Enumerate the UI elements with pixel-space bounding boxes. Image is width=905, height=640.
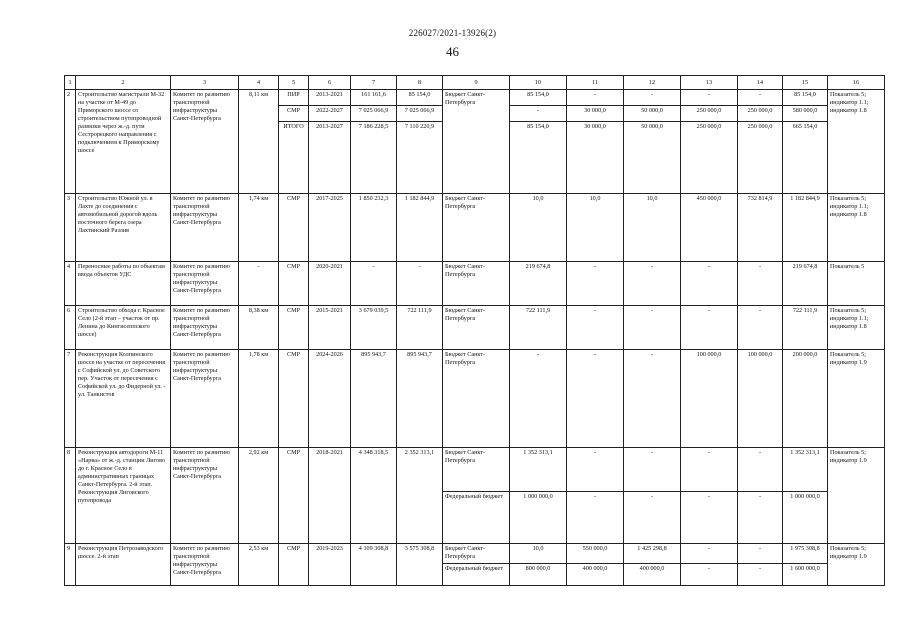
value-cell: 400 000,0 [624,564,681,586]
table-row [65,306,885,350]
value-cell: - [624,492,681,544]
value-cell: 219 674,8 [510,262,567,306]
value-cell: - [681,448,738,492]
length: 1,74 км [239,194,279,262]
value-cell: 30 000,0 [567,106,624,122]
indicator: Показатель 5; индикатор 1.9 [828,544,885,586]
period: 2018-2021 [309,448,351,544]
column-header: 12 [624,76,681,90]
column-header: 13 [681,76,738,90]
column-header: 15 [783,76,828,90]
value-cell: 100 000,0 [738,350,783,448]
value-cell: - [624,262,681,306]
total-cost: 895 943,7 [351,350,397,448]
value-cell: 100 000,0 [681,350,738,448]
value-cell: 10,0 [510,544,567,564]
column-header: 1 [65,76,76,90]
stage: СМР [279,306,309,350]
value-cell: - [624,90,681,106]
object-name: Переносные работы по объектам ввода объектов УДС [76,262,171,306]
value-cell: 1 000 000,0 [783,492,828,544]
column-header: 6 [309,76,351,90]
value-cell: 1 352 313,1 [783,448,828,492]
value-cell: 250 000,0 [681,122,738,194]
value-cell: 1 352 313,1 [510,448,567,492]
value-cell: 1 182 844,9 [783,194,828,262]
column-header: 2 [76,76,171,90]
page-number: 46 [446,44,459,59]
stage: СМР [279,262,309,306]
value-cell: 50 000,0 [624,106,681,122]
value-cell: 50 000,0 [624,122,681,194]
row-number: 6 [65,306,76,350]
stage: СМР [279,194,309,262]
column-header: 5 [279,76,309,90]
indicator: Показатель 5; индикатор 1.9 [828,448,885,544]
remaining-cost: 1 182 844,9 [397,194,443,262]
value-cell: - [567,262,624,306]
value-cell: - [738,544,783,564]
period: 2013-2021 [309,90,351,106]
funding-source: Федеральный бюджет [443,564,510,586]
value-cell: - [567,448,624,492]
indicator: Показатель 5; индикатор 1.1; индикатор 1.8 [828,194,885,262]
row-number: 4 [65,262,76,306]
value-cell: 85 154,0 [510,122,567,194]
value-cell: - [681,90,738,106]
value-cell: 722 111,9 [510,306,567,350]
period: 2015-2021 [309,306,351,350]
value-cell: - [624,350,681,448]
committee: Комитет по развитию транспортной инфраструктуры Санкт-Петербурга [171,262,239,306]
table-row [65,544,885,564]
value-cell: 1 000 000,0 [510,492,567,544]
value-cell: 1 975 308,8 [783,544,828,564]
value-cell: 10,0 [510,194,567,262]
value-cell: 400 000,0 [567,564,624,586]
remaining-cost: 7 110 220,9 [397,122,443,194]
length: 8,11 км [239,90,279,194]
indicator: Показатель 5; индикатор 1.1; индикатор 1.8 [828,306,885,350]
value-cell: - [567,90,624,106]
program-table [64,75,885,586]
stage: СМР [279,106,309,122]
total-cost: 7 186 228,5 [351,122,397,194]
value-cell: - [510,350,567,448]
value-cell: 10,0 [624,194,681,262]
committee: Комитет по развитию транспортной инфраструктуры Санкт-Петербурга [171,194,239,262]
value-cell: 250 000,0 [738,106,783,122]
stage: СМР [279,544,309,586]
indicator: Показатель 5 [828,262,885,306]
column-header: 8 [397,76,443,90]
value-cell: - [624,448,681,492]
committee: Комитет по развитию транспортной инфраструктуры Санкт-Петербурга [171,448,239,544]
funding-source: Бюджет Санкт-Петербурга [443,544,510,564]
object-name: Строительство Южной ул. в Лахте до соединения с автомобильной дорогой вдоль восточного берега озера Лахтинский Разлив [76,194,171,262]
length: 8,38 км [239,306,279,350]
column-header: 9 [443,76,510,90]
value-cell: - [510,106,567,122]
length: 1,78 км [239,350,279,448]
value-cell: - [681,544,738,564]
table-row [65,194,885,262]
committee: Комитет по развитию транспортной инфраструктуры Санкт-Петербурга [171,544,239,586]
period: 2024-2026 [309,350,351,448]
column-header: 14 [738,76,783,90]
funding-source: Бюджет Санкт-Петербурга [443,194,510,262]
row-number: 2 [65,90,76,194]
value-cell: - [738,306,783,350]
column-header: 4 [239,76,279,90]
document-code: 226027/2021-13926(2) [408,28,497,38]
total-cost: 3 679 039,5 [351,306,397,350]
value-cell: 665 154,0 [783,122,828,194]
committee: Комитет по развитию транспортной инфраструктуры Санкт-Петербурга [171,306,239,350]
value-cell: 85 154,0 [783,90,828,106]
stage: СМР [279,350,309,448]
value-cell: - [681,262,738,306]
object-name: Строительство магистрали М-32 на участке от М-49 до Приморского шоссе со строительством путепроводной развязки через ж.-д. пути Сестрорецкого направления с подключением к Приморскому шоссе [76,90,171,194]
value-cell: 550 000,0 [567,544,624,564]
total-cost: 4 348 318,5 [351,448,397,544]
table-row [65,350,885,448]
period: 2017-2025 [309,194,351,262]
funding-source: Бюджет Санкт-Петербурга [443,306,510,350]
length: 2,92 км [239,448,279,544]
period: 2019-2023 [309,544,351,586]
committee: Комитет по развитию транспортной инфраструктуры Санкт-Петербурга [171,350,239,448]
indicator: Показатель 5; индикатор 1.9 [828,350,885,448]
value-cell: 580 000,0 [783,106,828,122]
value-cell: - [738,262,783,306]
remaining-cost: 7 025 066,9 [397,106,443,122]
length: 2,53 км [239,544,279,586]
value-cell: - [738,90,783,106]
funding-source: Бюджет Санкт-Петербурга [443,350,510,448]
period: 2020-2021 [309,262,351,306]
column-header: 16 [828,76,885,90]
object-name: Реконструкция автодороги М-11 «Нарва» от ж.-д. станции Лигово до г. Красное Село в административных границах Санкт-Петербурга. 2-й этап. Реконструкция Лиговского путепровода [76,448,171,544]
value-cell: - [567,306,624,350]
total-cost: - [351,262,397,306]
value-cell: 250 000,0 [681,106,738,122]
funding-source: Бюджет Санкт-Петербурга [443,90,510,194]
column-header: 11 [567,76,624,90]
column-header: 3 [171,76,239,90]
value-cell: - [681,492,738,544]
value-cell: 1 600 000,0 [783,564,828,586]
funding-source: Бюджет Санкт-Петербурга [443,448,510,492]
value-cell: 219 674,8 [783,262,828,306]
period: 2013-2027 [309,122,351,194]
value-cell: 800 000,0 [510,564,567,586]
value-cell: 10,0 [567,194,624,262]
stage: ПИР [279,90,309,106]
column-header: 7 [351,76,397,90]
row-number: 9 [65,544,76,586]
value-cell: - [681,564,738,586]
value-cell: 85 154,0 [510,90,567,106]
table-row [65,448,885,492]
remaining-cost: 2 352 313,1 [397,448,443,544]
remaining-cost: 895 943,7 [397,350,443,448]
stage: ИТОГО [279,122,309,194]
value-cell: 732 814,9 [738,194,783,262]
object-name: Строительство обхода г. Красное Село (2-й этап – участок от пр. Ленина до Кингисеппского шоссе) [76,306,171,350]
value-cell: - [567,492,624,544]
funding-source: Бюджет Санкт-Петербурга [443,262,510,306]
value-cell: - [624,306,681,350]
total-cost: 4 109 308,8 [351,544,397,586]
remaining-cost: 85 154,0 [397,90,443,106]
total-cost: 161 161,6 [351,90,397,106]
value-cell: - [738,564,783,586]
length: - [239,262,279,306]
column-number-row [65,76,885,90]
value-cell: 1 425 298,8 [624,544,681,564]
value-cell: - [738,448,783,492]
value-cell: - [567,350,624,448]
value-cell: 722 111,9 [783,306,828,350]
object-name: Реконструкция Колпинского шоссе на участке от пересечения с Софийской ул. до Советского пер. Участок от пересечения с Софийской ул. до Фидерной ул. - ул. Танкистов [76,350,171,448]
value-cell: 30 000,0 [567,122,624,194]
row-number: 7 [65,350,76,448]
total-cost: 7 025 066,9 [351,106,397,122]
indicator: Показатель 5; индикатор 1.1; индикатор 1.8 [828,90,885,194]
table-row [65,262,885,306]
value-cell: 250 000,0 [738,122,783,194]
remaining-cost: 3 575 308,8 [397,544,443,586]
value-cell: 450 000,0 [681,194,738,262]
table-row [65,90,885,106]
value-cell: - [738,492,783,544]
row-number: 8 [65,448,76,544]
value-cell: - [681,306,738,350]
stage: СМР [279,448,309,544]
column-header: 10 [510,76,567,90]
object-name: Реконструкция Петрозаводского шоссе. 2-й этап [76,544,171,586]
value-cell: 200 000,0 [783,350,828,448]
total-cost: 1 850 232,3 [351,194,397,262]
committee: Комитет по развитию транспортной инфраструктуры Санкт-Петербурга [171,90,239,194]
remaining-cost: - [397,262,443,306]
remaining-cost: 722 111,9 [397,306,443,350]
period: 2022-2027 [309,106,351,122]
funding-source: Федеральный бюджет [443,492,510,544]
row-number: 3 [65,194,76,262]
